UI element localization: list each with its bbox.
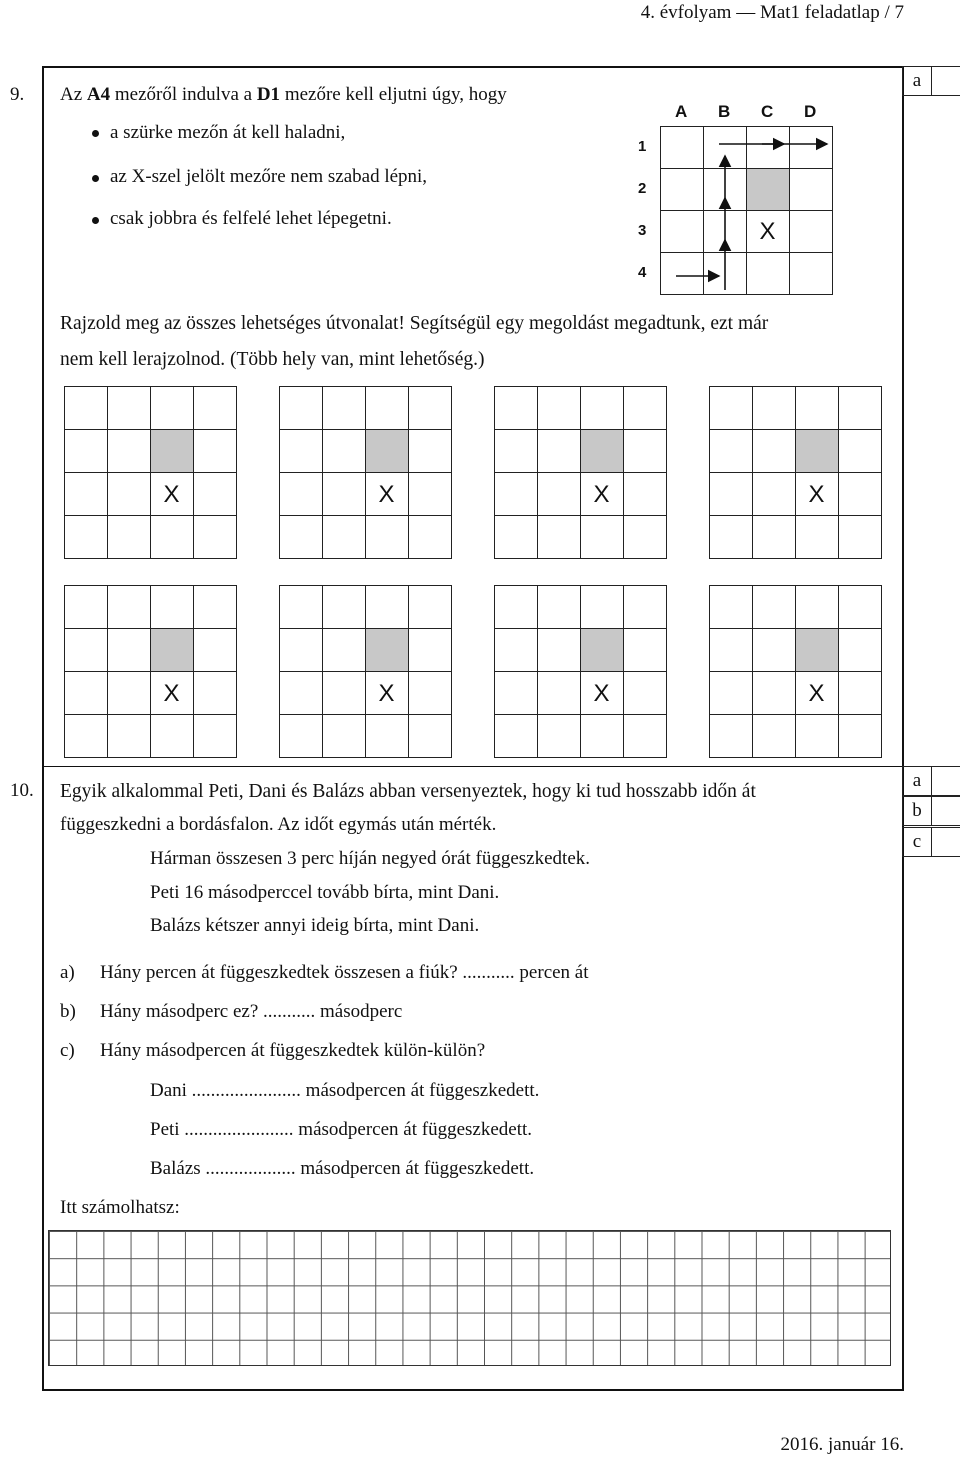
frame-top-border bbox=[42, 66, 904, 68]
grid-cell[interactable] bbox=[580, 515, 624, 559]
score-box-empty bbox=[931, 796, 960, 826]
task10-fact-2: Peti 16 másodperccel tovább bírta, mint Dani. bbox=[150, 882, 500, 903]
grid-cell[interactable] bbox=[408, 386, 452, 430]
grid-cell[interactable] bbox=[838, 714, 882, 758]
grid-cell bbox=[660, 252, 704, 295]
grid-cell[interactable] bbox=[64, 714, 108, 758]
grid-cell[interactable] bbox=[537, 429, 581, 473]
forbidden-x-mark: X bbox=[378, 680, 395, 707]
page-header: 4. évfolyam — Mat1 feladatlap / 7 bbox=[640, 2, 904, 23]
grid-cell[interactable] bbox=[580, 386, 624, 430]
grid-cell[interactable] bbox=[322, 628, 366, 672]
grid-cell[interactable] bbox=[709, 472, 753, 516]
grid-cell[interactable] bbox=[322, 429, 366, 473]
grid-cell[interactable] bbox=[365, 585, 409, 629]
grid-cell bbox=[789, 126, 833, 169]
answer-balazs[interactable]: Balázs ................... másodpercen át függeszkedett. bbox=[150, 1158, 535, 1179]
grid-cell[interactable] bbox=[322, 585, 366, 629]
calc-grid-box[interactable] bbox=[48, 1230, 891, 1366]
grid-cell[interactable] bbox=[752, 386, 796, 430]
column-header: A bbox=[675, 102, 688, 121]
grid-cell[interactable] bbox=[580, 714, 624, 758]
grid-cell bbox=[703, 252, 747, 295]
grid-cell[interactable] bbox=[838, 671, 882, 715]
grid-cell bbox=[789, 210, 833, 253]
column-header: B bbox=[718, 102, 731, 121]
grid-cell[interactable] bbox=[537, 671, 581, 715]
grid-cell[interactable] bbox=[107, 714, 151, 758]
grid-cell[interactable] bbox=[150, 585, 194, 629]
grid-cell[interactable] bbox=[580, 585, 624, 629]
grid-cell[interactable] bbox=[838, 429, 882, 473]
task10-fact-3: Balázs kétszer annyi ideig bírta, mint Dani. bbox=[150, 915, 480, 936]
row-number: 1 bbox=[638, 138, 647, 155]
grid-cell[interactable] bbox=[107, 386, 151, 430]
grid-cell bbox=[746, 252, 790, 295]
grid-cell[interactable] bbox=[64, 429, 108, 473]
grid-cell[interactable] bbox=[494, 515, 538, 559]
forbidden-x-mark: X bbox=[593, 680, 610, 707]
grid-cell[interactable] bbox=[623, 472, 667, 516]
column-header: D bbox=[804, 102, 817, 121]
grid-cell[interactable] bbox=[752, 714, 796, 758]
score-box-empty bbox=[931, 827, 960, 857]
grid-cell bbox=[789, 168, 833, 211]
grid-cell[interactable] bbox=[709, 714, 753, 758]
grid-cell[interactable] bbox=[64, 585, 108, 629]
task9-bullet-2: az X-szel jelölt mezőre nem szabad lépni, bbox=[110, 166, 428, 187]
score-box-empty bbox=[931, 766, 960, 796]
bullet-dot bbox=[92, 217, 99, 224]
grid-cell bbox=[660, 126, 704, 169]
grid-cell[interactable] bbox=[752, 429, 796, 473]
grid-cell[interactable] bbox=[365, 386, 409, 430]
grid-cell[interactable] bbox=[322, 671, 366, 715]
task9-bullet-1: a szürke mezőn át kell haladni, bbox=[110, 122, 346, 143]
grid-cell[interactable] bbox=[752, 628, 796, 672]
score-box-a: a bbox=[902, 766, 932, 796]
grid-cell[interactable] bbox=[408, 429, 452, 473]
grid-cell bbox=[746, 168, 790, 211]
calc-label: Itt számolhatsz: bbox=[60, 1197, 180, 1218]
bullet-dot bbox=[92, 175, 99, 182]
grid-cell[interactable] bbox=[408, 515, 452, 559]
grid-cell[interactable] bbox=[537, 628, 581, 672]
grid-cell[interactable] bbox=[150, 714, 194, 758]
grid-cell[interactable] bbox=[494, 386, 538, 430]
task10-fact-1: Hárman összesen 3 perc híján negyed órát függeszkedtek. bbox=[150, 848, 590, 869]
grid-cell[interactable] bbox=[193, 429, 237, 473]
grid-cell[interactable] bbox=[107, 429, 151, 473]
frame-left-border bbox=[42, 66, 44, 1391]
grid-cell[interactable] bbox=[537, 714, 581, 758]
grid-cell[interactable] bbox=[279, 472, 323, 516]
grid-cell[interactable] bbox=[150, 429, 194, 473]
grid-cell[interactable] bbox=[623, 585, 667, 629]
grid-cell[interactable] bbox=[838, 585, 882, 629]
task10-line2: függeszkedni a bordásfalon. Az időt egymás után mérték. bbox=[60, 814, 497, 835]
grid-cell[interactable] bbox=[322, 472, 366, 516]
forbidden-x-mark: X bbox=[163, 481, 180, 508]
grid-cell[interactable] bbox=[322, 515, 366, 559]
grid-cell[interactable] bbox=[795, 429, 839, 473]
forbidden-x-mark: X bbox=[808, 680, 825, 707]
grid-cell[interactable] bbox=[752, 671, 796, 715]
grid-cell[interactable] bbox=[279, 628, 323, 672]
grid-cell[interactable] bbox=[193, 628, 237, 672]
task10-number: 10. bbox=[10, 780, 34, 801]
grid-cell[interactable] bbox=[623, 714, 667, 758]
grid-cell[interactable] bbox=[279, 714, 323, 758]
answer-peti[interactable]: Peti ....................... másodpercen át függeszkedett. bbox=[150, 1119, 533, 1140]
column-header: C bbox=[761, 102, 774, 121]
grid-cell[interactable] bbox=[752, 515, 796, 559]
grid-cell[interactable] bbox=[193, 386, 237, 430]
grid-cell[interactable] bbox=[494, 628, 538, 672]
grid-cell[interactable] bbox=[408, 628, 452, 672]
grid-cell[interactable] bbox=[193, 714, 237, 758]
score-box-a: a bbox=[902, 66, 932, 96]
grid-cell[interactable] bbox=[107, 472, 151, 516]
grid-cell[interactable] bbox=[408, 714, 452, 758]
task10-line1: Egyik alkalommal Peti, Dani és Balázs abban versenyeztek, hogy ki tud hosszabb időn át bbox=[60, 781, 756, 802]
grid-cell[interactable] bbox=[537, 386, 581, 430]
grid-cell[interactable] bbox=[838, 472, 882, 516]
grid-cell[interactable] bbox=[709, 671, 753, 715]
grid-cell[interactable] bbox=[107, 628, 151, 672]
grid-cell[interactable] bbox=[64, 628, 108, 672]
grid-cell[interactable] bbox=[709, 429, 753, 473]
question-a-label: a) bbox=[60, 962, 75, 983]
grid-cell[interactable] bbox=[709, 386, 753, 430]
grid-cell[interactable] bbox=[64, 472, 108, 516]
grid-cell[interactable] bbox=[408, 671, 452, 715]
grid-cell[interactable] bbox=[193, 671, 237, 715]
grid-cell[interactable] bbox=[623, 628, 667, 672]
grid-cell[interactable] bbox=[709, 628, 753, 672]
grid-cell[interactable] bbox=[279, 515, 323, 559]
grid-cell[interactable] bbox=[838, 515, 882, 559]
grid-cell bbox=[703, 168, 747, 211]
task9-intro bbox=[60, 84, 507, 107]
forbidden-x-mark: X bbox=[163, 680, 180, 707]
grid-cell[interactable] bbox=[408, 472, 452, 516]
task9-bullet-3: csak jobbra és felfelé lehet lépegetni. bbox=[110, 208, 392, 229]
grid-cell[interactable] bbox=[838, 386, 882, 430]
task9-number: 9. bbox=[10, 84, 25, 105]
grid-cell[interactable] bbox=[537, 472, 581, 516]
grid-cell[interactable] bbox=[623, 429, 667, 473]
grid-cell[interactable] bbox=[494, 429, 538, 473]
grid-cell[interactable] bbox=[494, 671, 538, 715]
grid-cell[interactable] bbox=[365, 628, 409, 672]
grid-cell[interactable] bbox=[838, 628, 882, 672]
row-number: 2 bbox=[638, 180, 647, 197]
grid-cell[interactable] bbox=[64, 386, 108, 430]
grid-cell[interactable] bbox=[494, 585, 538, 629]
grid-cell[interactable] bbox=[580, 429, 624, 473]
grid-cell[interactable] bbox=[494, 472, 538, 516]
grid-cell[interactable] bbox=[193, 585, 237, 629]
grid-cell bbox=[660, 210, 704, 253]
grid-cell[interactable] bbox=[150, 386, 194, 430]
grid-cell[interactable] bbox=[150, 515, 194, 559]
task9-instruction-line1: Rajzold meg az összes lehetséges útvonalat! Segítségül egy megoldást megadtunk, ezt már bbox=[60, 313, 769, 334]
forbidden-x-mark: X bbox=[808, 481, 825, 508]
intro-from-cell: A4 bbox=[86, 84, 111, 105]
intro-to-cell: D1 bbox=[256, 84, 281, 105]
grid-cell[interactable] bbox=[795, 714, 839, 758]
grid-cell[interactable] bbox=[322, 386, 366, 430]
grid-cell[interactable] bbox=[279, 386, 323, 430]
grid-cell bbox=[703, 126, 747, 169]
grid-cell[interactable] bbox=[580, 628, 624, 672]
grid-cell[interactable] bbox=[365, 714, 409, 758]
grid-cell bbox=[746, 126, 790, 169]
grid-cell[interactable] bbox=[537, 585, 581, 629]
intro-post: mezőre kell eljutni úgy, hogy bbox=[280, 84, 507, 105]
grid-cell[interactable] bbox=[537, 515, 581, 559]
grid-cell[interactable] bbox=[709, 585, 753, 629]
grid-cell[interactable] bbox=[107, 671, 151, 715]
grid-cell[interactable] bbox=[795, 515, 839, 559]
score-box-c: c bbox=[902, 827, 932, 857]
grid-cell bbox=[789, 252, 833, 295]
grid-cell[interactable] bbox=[365, 515, 409, 559]
forbidden-x-mark: X bbox=[593, 481, 610, 508]
grid-cell[interactable] bbox=[408, 585, 452, 629]
grid-cell[interactable] bbox=[64, 671, 108, 715]
grid-cell[interactable] bbox=[193, 515, 237, 559]
question-c-text: Hány másodpercen át függeszkedtek külön-külön? bbox=[100, 1040, 486, 1061]
question-b-text[interactable]: Hány másodperc ez? ........... másodperc bbox=[100, 1001, 403, 1022]
question-a-text[interactable]: Hány percen át függeszkedtek összesen a fiúk? ........... percen át bbox=[100, 962, 589, 983]
forbidden-x-mark: X bbox=[759, 218, 776, 245]
page-footer-date: 2016. január 16. bbox=[780, 1434, 904, 1455]
grid-cell[interactable] bbox=[322, 714, 366, 758]
bullet-dot bbox=[92, 130, 99, 137]
task9-instruction-line2: nem kell lerajzolnod. (Több hely van, mint lehetőség.) bbox=[60, 349, 485, 370]
grid-cell[interactable] bbox=[107, 515, 151, 559]
grid-cell[interactable] bbox=[279, 429, 323, 473]
question-c-label: c) bbox=[60, 1040, 75, 1061]
intro-mid: mezőről indulva a bbox=[110, 84, 257, 105]
grid-cell[interactable] bbox=[623, 386, 667, 430]
grid-cell[interactable] bbox=[150, 628, 194, 672]
task-separator bbox=[42, 766, 904, 767]
grid-cell bbox=[660, 168, 704, 211]
grid-cell[interactable] bbox=[752, 472, 796, 516]
intro-pre: Az bbox=[60, 84, 87, 105]
grid-cell[interactable] bbox=[279, 671, 323, 715]
grid-cell[interactable] bbox=[623, 515, 667, 559]
grid-cell[interactable] bbox=[709, 515, 753, 559]
grid-cell bbox=[703, 210, 747, 253]
grid-cell[interactable] bbox=[193, 472, 237, 516]
grid-cell[interactable] bbox=[64, 515, 108, 559]
grid-cell[interactable] bbox=[795, 628, 839, 672]
forbidden-x-mark: X bbox=[378, 481, 395, 508]
grid-cell[interactable] bbox=[795, 585, 839, 629]
frame-right-border bbox=[902, 66, 904, 1391]
question-b-label: b) bbox=[60, 1001, 76, 1022]
grid-cell[interactable] bbox=[494, 714, 538, 758]
grid-cell[interactable] bbox=[107, 585, 151, 629]
answer-dani[interactable]: Dani ....................... másodpercen át függeszkedett. bbox=[150, 1080, 540, 1101]
grid-cell[interactable] bbox=[752, 585, 796, 629]
row-number: 4 bbox=[638, 264, 647, 281]
grid-cell[interactable] bbox=[623, 671, 667, 715]
row-number: 3 bbox=[638, 222, 647, 239]
grid-cell[interactable] bbox=[365, 429, 409, 473]
score-box-empty bbox=[931, 66, 960, 96]
frame-bottom-border bbox=[42, 1389, 904, 1391]
score-box-b: b bbox=[902, 796, 932, 826]
grid-cell[interactable] bbox=[795, 386, 839, 430]
grid-cell[interactable] bbox=[279, 585, 323, 629]
